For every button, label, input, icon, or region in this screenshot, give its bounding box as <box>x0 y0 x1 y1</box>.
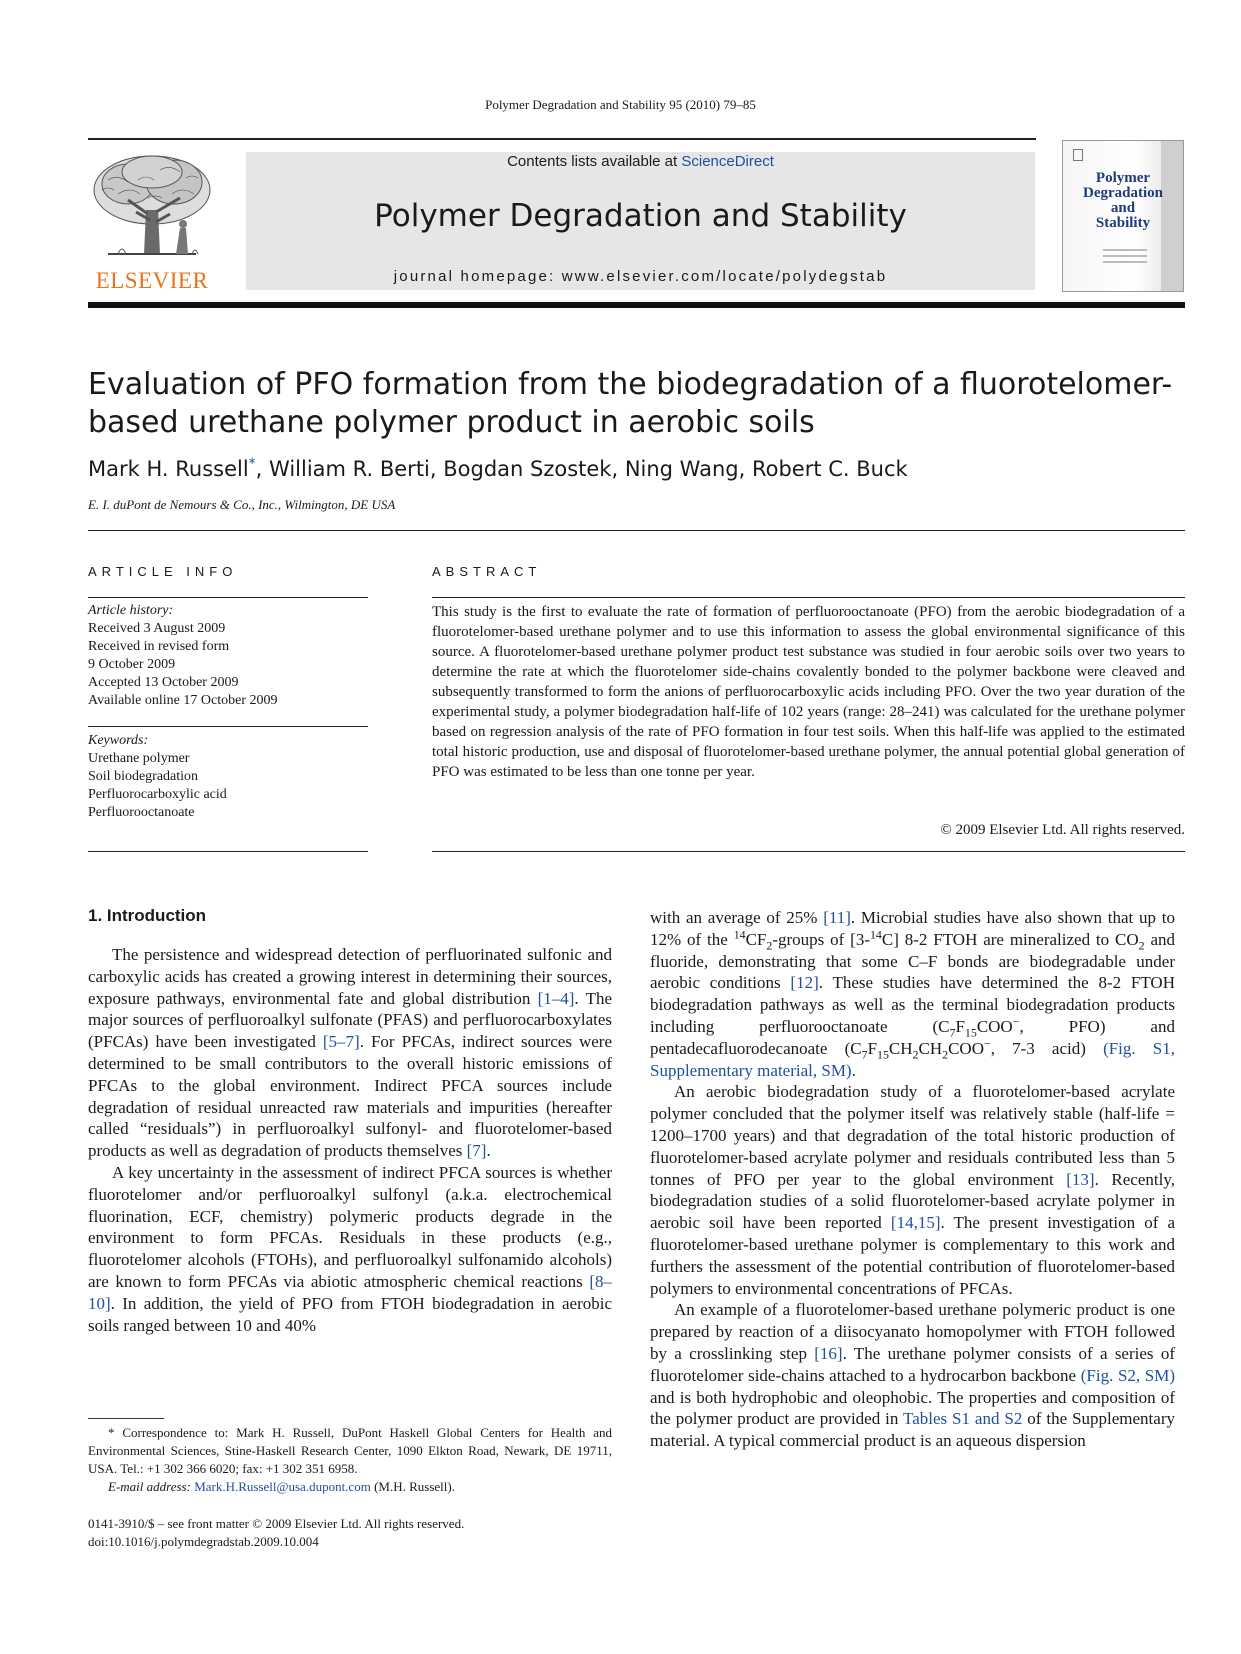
contents-line <box>246 152 1035 170</box>
journal-banner <box>246 152 1035 290</box>
body-column-left <box>88 944 612 1336</box>
figure-link[interactable]: (Fig. S1, Supplementary material, SM) <box>650 1038 1176 1080</box>
correspondence-footnote <box>88 1424 612 1496</box>
abstract-heading: ABSTRACT <box>432 564 542 579</box>
reference-link[interactable]: [13] <box>1066 1169 1095 1189</box>
history-item: Received 3 August 2009 <box>88 621 226 636</box>
article-info-rule <box>88 597 368 598</box>
other-authors: , William R. Berti, Bogdan Szostek, Ning Wang, Robert C. Buck <box>255 457 908 481</box>
abstract-rule <box>432 597 1185 598</box>
reference-link[interactable]: [7] <box>466 1141 487 1161</box>
sciencedirect-link[interactable]: ScienceDirect <box>681 153 774 170</box>
cover-publisher-mark <box>1073 149 1083 161</box>
footnote-rule <box>88 1418 164 1419</box>
header-rule <box>88 138 1036 140</box>
correspondence-text: * Correspondence to: Mark H. Russell, DuPont Haskell Global Centers for Health and Environmental Sciences, Stine-Haskell Research Center, 1090 Elkton Road, Newark, DE 19711, USA. Tel.: +1 302 366 6020; fax: +1 302 351 6958. <box>88 1425 612 1476</box>
abstract-text: This study is the first to evaluate the rate of formation of perfluorooctanoate (PFO) from the aerobic biodegradation of a fluorotelomer-based urethane polymer and to use this information to assess the global environmental significance of this source. A fluorotelomer-based urethane polymer product test substance was studied in four aerobic soils over two years to determine the rate at which the fluorotelomer side-chains covalently bonded to the polymer backbone were cleaved and subsequently transformed to form the anions of perfluorocarboxylic acids including PFO. Over the two year duration of the experimental study, a polymer biodegradation half-life of 102 years (range: 28–241) was calculated for the urethane polymer based on regression analysis of the rate of PFO formation in four test soils. When this half-life was applied to the estimated total historic production, use and disposal of fluorotelomer-based urethane polymer, the annual potential global generation of PFO was estimated to be less than one tonne per year. <box>432 604 1185 780</box>
body-column-right <box>650 907 1175 1452</box>
paragraph: An aerobic biodegradation study of a fluorotelomer-based acrylate polymer concluded that the polymer itself was relatively stable (half-life = 1200–1700 years) and that degradation of the total historic production of fluorotelomer-based acrylate polymer and residuals contributed less than 5 tonnes of PFO per year to the global environment [13]. Recently, biodegradation studies of a solid fluorotelomer-based acrylate polymer in aerobic soil have been reported [14,15]. The present investigation of a fluorotelomer-based urethane polymer is complementary to this work and furthers the assessment of the potential contribution of fluorotelomer-based polymers to environmental concentrations of PFCAs. <box>650 1082 1175 1298</box>
paragraph: The persistence and widespread detection of perfluorinated sulfonic and carboxylic acids has created a growing interest in determining their sources, exposure pathways, environmental fate and global distribution [1–4]. The major sources of perfluoroalkyl sulfonate (PFAS) and perfluorocarboxylates (PFCAs) have been investigated [5–7]. For PFCAs, indirect sources were determined to be small contributors to the overall historic emissions of PFCAs to the global environment. Indirect PFCA sources include degradation of residual unreacted raw materials and impurities (hereafter called “residuals”) in perfluoroalkyl sulfonyl- and fluorotelomer-based products as well as degradation of products themselves [7]. <box>88 945 612 1161</box>
paragraph: An example of a fluorotelomer-based urethane polymeric product is one prepared by reaction of a diisocyanato homopolymer with FTOH followed by a crosslinking step [16]. The urethane polymer consists of a series of fluorotelomer side-chains attached to a hydrocarbon backbone (Fig. S2, SM) and is both hydrophobic and oleophobic. The properties and composition of the polymer product are provided in Tables S1 and S2 of the Supplementary material. A typical commercial product is an aqueous dispersion <box>650 1300 1175 1451</box>
email-label: E-mail address: <box>108 1479 191 1494</box>
front-matter <box>88 1515 688 1551</box>
figure-link[interactable]: (Fig. S2, SM) <box>1080 1365 1175 1385</box>
keyword: Urethane polymer <box>88 751 190 766</box>
article-title: Evaluation of PFO formation from the biodegradation of a fluorotelomer-based urethane polymer product in aerobic soils <box>88 367 1173 440</box>
email-link[interactable]: Mark.H.Russell@usa.dupont.com <box>194 1479 371 1494</box>
email-line: E-mail address: Mark.H.Russell@usa.dupont.com (M.H. Russell). <box>108 1479 455 1494</box>
section-rule <box>88 530 1185 531</box>
paragraph: with an average of 25% [11]. Microbial studies have also shown that up to 12% of the $^{14}CF_2$-groups of [3-$^{14}$C] 8-2 FTOH are mineralized to $CO_2$ and fluoride, demonstrating that some C–F bonds are biodegradable under aerobic conditions [12]. These studies have determined the 8-2 FTOH biodegradation pathways as well as the terminal biodegradation products including perfluorooctanoate ($C_7F_{15}COO^-$, PFO) and pentadecafluorodecanoate ($C_7F_{15}CH_2CH_2COO^-$, 7-3 acid) (Fig. S1, Supplementary material, SM). <box>650 908 1176 1080</box>
paragraph: A key uncertainty in the assessment of indirect PFCA sources is whether fluorotelomer and/or perfluoroalkyl sulfonyl (a.k.a. electrochemical fluorination, ECF, chemistry) polymeric products degrade in the environment to form PFCAs. Residuals in these products (e.g., fluorotelomer alcohols (FTOHs), and perfluoroalkyl sulfonamido alcohols) are known to form PFCAs via abiotic atmospheric chemical reactions [8–10]. In addition, the yield of PFO from FTOH biodegradation in aerobic soils ranged between 10 and 40% <box>88 1162 612 1335</box>
table-link[interactable]: Tables S1 and S2 <box>903 1409 1023 1429</box>
journal-title: Polymer Degradation and Stability <box>374 198 907 234</box>
keywords-label: Keywords: <box>88 733 149 748</box>
contents-prefix: Contents lists available at <box>507 153 682 170</box>
abstract-rule <box>432 851 1185 852</box>
author-list <box>88 456 1188 481</box>
cover-title-line: and <box>1110 200 1136 216</box>
cover-title-line: Stability <box>1095 215 1151 231</box>
reference-link[interactable]: [11] <box>823 908 851 927</box>
reference-link[interactable]: [12] <box>790 973 819 993</box>
reference-link[interactable]: [5–7] <box>322 1032 360 1052</box>
issn-line: 0141-3910/$ – see front matter © 2009 Elsevier Ltd. All rights reserved. <box>88 1516 465 1531</box>
history-item: Available online 17 October 2009 <box>88 693 278 708</box>
abstract-copyright: © 2009 Elsevier Ltd. All rights reserved. <box>940 822 1185 838</box>
publisher-name: ELSEVIER <box>95 268 209 293</box>
article-info-rule <box>88 726 368 727</box>
history-label: Article history: <box>88 603 174 618</box>
keyword: Perfluorocarboxylic acid <box>88 787 227 802</box>
affiliation: E. I. duPont de Nemours & Co., Inc., Wilmington, DE USA <box>88 497 396 512</box>
elsevier-logo[interactable] <box>88 150 216 294</box>
corresponding-author-mark[interactable]: * <box>248 456 256 472</box>
keywords <box>88 732 368 822</box>
journal-citation: Polymer Degradation and Stability 95 (2010) 79–85 <box>485 97 756 112</box>
elsevier-tree-icon <box>88 150 216 268</box>
reference-link[interactable]: [14,15] <box>890 1213 941 1233</box>
reference-link[interactable]: [16] <box>814 1343 843 1363</box>
article-history <box>88 602 368 710</box>
keyword: Soil biodegradation <box>88 769 199 784</box>
doi-line[interactable]: doi:10.1016/j.polymdegradstab.2009.10.004 <box>88 1534 319 1549</box>
cover-text-lines <box>1103 249 1147 267</box>
first-author: Mark H. Russell <box>88 457 249 481</box>
history-item: Received in revised form <box>88 639 230 654</box>
keyword: Perfluorooctanoate <box>88 805 195 820</box>
article-info-rule <box>88 851 368 852</box>
cover-title <box>1063 171 1183 231</box>
cover-title-line: Polymer <box>1095 170 1151 186</box>
section-heading-introduction: 1. Introduction <box>88 906 207 925</box>
journal-cover-icon[interactable] <box>1062 140 1184 292</box>
history-item: Accepted 13 October 2009 <box>88 675 239 690</box>
article-info-heading: ARTICLE INFO <box>88 564 238 579</box>
reference-link[interactable]: [1–4] <box>537 988 575 1008</box>
history-item: 9 October 2009 <box>88 657 176 672</box>
reference-link[interactable]: [8–10] <box>88 1271 612 1313</box>
journal-homepage[interactable]: journal homepage: www.elsevier.com/locate/polydegstab <box>393 268 888 285</box>
cover-title-line: Degradation <box>1083 185 1163 201</box>
header-thick-rule <box>88 302 1185 308</box>
